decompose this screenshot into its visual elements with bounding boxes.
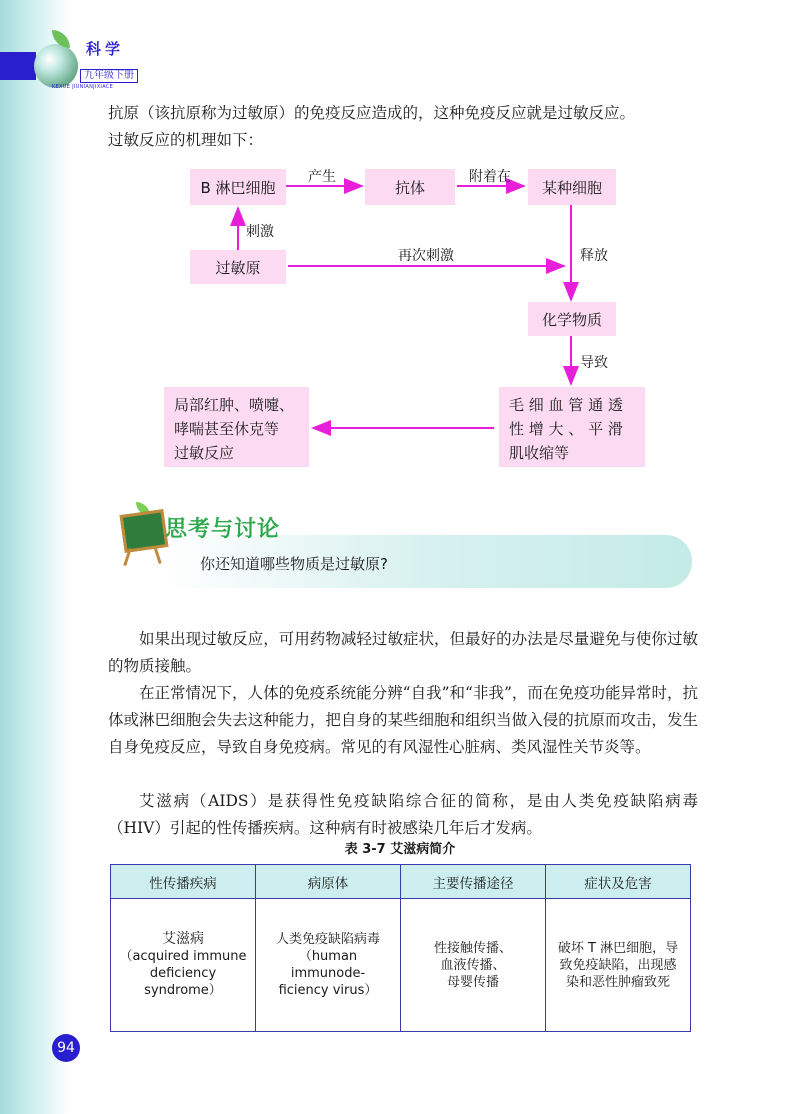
capillary-line-3: 肌收缩等 bbox=[509, 444, 570, 462]
label-attach: 附着在 bbox=[469, 169, 511, 185]
grade-label: 九年级下册 bbox=[80, 69, 138, 83]
symptoms-line-3: 过敏反应 bbox=[174, 444, 235, 462]
cell-harm bbox=[546, 899, 691, 1032]
box-antibody: 抗体 bbox=[365, 169, 455, 205]
capillary-line-1: 毛 细 血 管 通 透 bbox=[509, 396, 623, 414]
header-harm: 症状及危害 bbox=[546, 865, 691, 899]
box-allergen: 过敏原 bbox=[190, 250, 286, 284]
disease-line-4: syndrome） bbox=[144, 983, 222, 998]
disease-line-3: deficiency bbox=[149, 966, 217, 981]
route-line-1: 性接触传播、 bbox=[433, 940, 512, 956]
disease-line-1: 艾滋病 bbox=[162, 931, 204, 947]
pathogen-line-2: （human immunode- bbox=[290, 949, 366, 981]
pathogen-line-1: 人类免疫缺陷病毒 bbox=[275, 932, 380, 947]
disease-line-2: （acquired immune bbox=[119, 949, 247, 964]
box-b-lymphocyte: B 淋巴细胞 bbox=[190, 169, 286, 205]
header-route: 主要传播途径 bbox=[401, 865, 546, 899]
capillary-line-2: 性 增 大 、 平 滑 bbox=[509, 420, 623, 438]
pinyin-label: KEXUE JIUNIANJIXIACE bbox=[52, 84, 114, 90]
cell-disease bbox=[111, 899, 256, 1032]
label-stimulate: 刺激 bbox=[246, 224, 274, 240]
route-line-2: 血液传播、 bbox=[440, 957, 506, 973]
cell-pathogen bbox=[256, 899, 401, 1032]
box-capillary-effects bbox=[499, 387, 645, 467]
table-header-row bbox=[111, 865, 691, 899]
aids-info-table bbox=[110, 864, 691, 1032]
header-pathogen: 病原体 bbox=[256, 865, 401, 899]
page-number: 94 bbox=[52, 1034, 80, 1062]
think-discuss-question: 你还知道哪些物质是过敏原? bbox=[200, 555, 388, 573]
intro-line-1: 抗原（该抗原称为过敏原）的免疫反应造成的，这种免疫反应就是过敏反应。 bbox=[108, 104, 636, 122]
think-discuss-title: 思考与讨论 bbox=[165, 517, 281, 542]
harm-line-1: 破坏 T 淋巴细胞，导 bbox=[557, 940, 679, 956]
symptoms-line-2: 哮喘甚至休克等 bbox=[174, 420, 280, 438]
cell-route bbox=[401, 899, 546, 1032]
paragraph-avoid-allergen: 如果出现过敏反应，可用药物减轻过敏症状，但最好的办法是尽量避免与使你过敏的物质接触。 bbox=[108, 630, 698, 675]
header-disease: 性传播疾病 bbox=[111, 865, 256, 899]
harm-line-3: 染和恶性肿瘤致死 bbox=[565, 974, 670, 990]
harm-line-2: 致免疫缺陷，出现感 bbox=[559, 957, 677, 973]
box-chemical: 化学物质 bbox=[528, 302, 616, 336]
paragraph-autoimmune: 在正常情况下，人体的免疫系统能分辨“自我”和“非我”，而在免疫功能异常时，抗体或淋巴细胞会失去这种能力，把自身的某些细胞和组织当做入侵的抗原而攻击，发生自身免疫反应，导致自身免疫病。常见的有风湿性心脏病、类风湿性关节炎等。 bbox=[108, 684, 698, 756]
box-symptoms bbox=[164, 387, 309, 467]
table-caption: 表 3-7 艾滋病简介 bbox=[344, 842, 456, 857]
table-row bbox=[111, 899, 691, 1032]
box-certain-cell: 某种细胞 bbox=[528, 169, 616, 205]
route-line-3: 母婴传播 bbox=[446, 974, 499, 990]
symptoms-line-1: 局部红肿、喷嚏、 bbox=[174, 396, 295, 414]
label-produce: 产生 bbox=[308, 169, 336, 185]
label-restimulate: 再次刺激 bbox=[398, 248, 454, 264]
intro-line-2: 过敏反应的机理如下： bbox=[108, 131, 264, 149]
pathogen-line-3: ficiency virus） bbox=[278, 983, 378, 998]
label-cause: 导致 bbox=[580, 355, 608, 371]
paragraph-aids: 艾滋病（AIDS）是获得性免疫缺陷综合征的简称，是由人类免疫缺陷病毒（HIV）引起的性传播疾病。这种病有时被感染几年后才发病。 bbox=[108, 792, 698, 837]
chalkboard-easel-icon bbox=[120, 509, 169, 553]
subject-title: 科学 bbox=[86, 40, 125, 58]
label-release: 释放 bbox=[580, 248, 608, 264]
